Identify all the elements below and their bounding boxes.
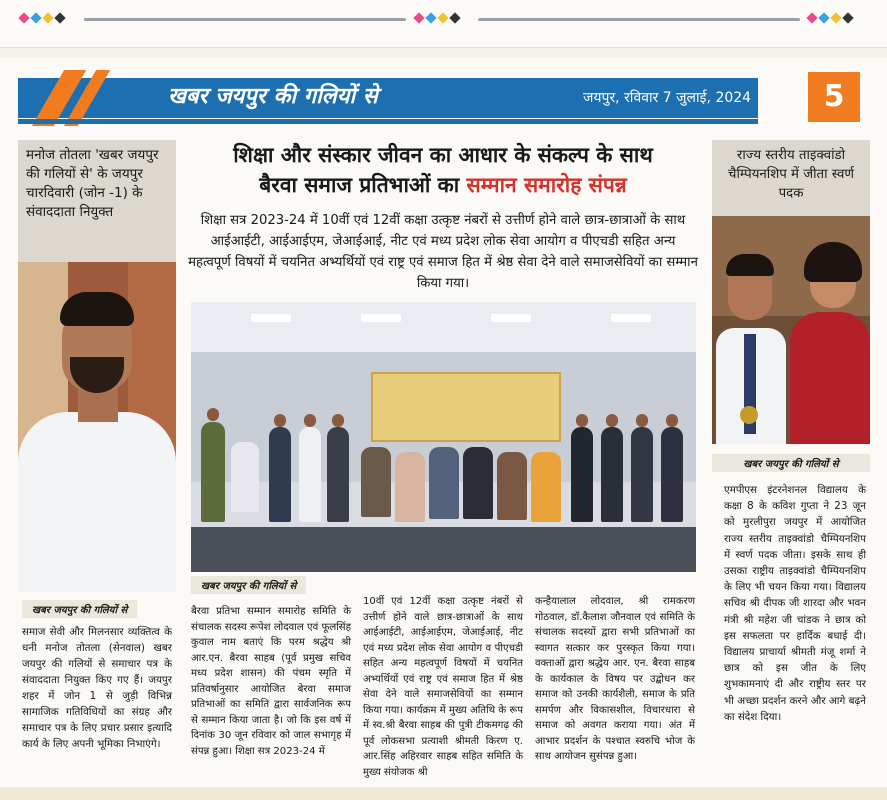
diamond-dots-icon xyxy=(20,14,64,22)
headline-line-1: शिक्षा और संस्कार जीवन का आधार के संकल्प के साथ xyxy=(233,143,653,167)
right-story xyxy=(712,140,870,727)
medal-winner-photo xyxy=(712,216,870,444)
diamond-dots-icon xyxy=(808,14,852,22)
previous-page-strip xyxy=(0,0,887,48)
reporter-photo xyxy=(18,262,176,592)
story-column-2: 10वीं एवं 12वीं कक्षा उत्कृष्ट नंबरों से उत्तीर्ण होने वाले छात्र-छात्राओं के साथ आईआईटी, आईआईएम, जेआईआई, नीट एवं मध्य प्रदेश लोक सेवा आयोग व पीएचडी सहित अन्य महत्वपूर्ण विषयों में चयनित अभ्यर्थियों एवं राष्ट्र एवं समाज हित में श्रेष्ठ सेवा देने वाले समाजसेवियों का सम्मान किया गया। कार्यक्रम में मुख्य अतिथि के रूप में स्व.श्री बैरवा साहब की पुत्री टीकमगढ़ की पूर्व लोकसभा प्रत्याशी श्रीमती किरण ए. आर.सिंह अहिरवार साहब सहित समिति के मुख्य संयोजक श्री xyxy=(363,596,523,778)
left-story xyxy=(18,140,176,754)
main-headline xyxy=(188,140,698,200)
story-column-3: कन्हैयालाल लोदवाल, श्री रामकरण गोठवाल, डॉ.कैलाश जौनवाल एवं समिति के संचालक सदस्यों द्वारा सभी प्रतिभाओं का स्वागत सत्कार कर पुरस्कृत किया गया। वक्ताओं द्वारा श्रद्धेय आर. एन. बैरवा साहब के कार्यकाल के विषय पर उद्बोधन कर समाज को उनकी कार्यशैली, समाज के प्रति समर्पण और विकासशील, विचारधारा से समाज को अवगत कराया गया। अंत में आभार प्रदर्शन के पश्चात स्वरुचि भोज के साथ आयोजन सुसंपन्न हुआ। xyxy=(535,596,695,762)
main-subhead: शिक्षा सत्र 2023-24 में 10वीं एवं 12वीं कक्षा उत्कृष्ट नंबरों से उत्तीर्ण होने वाले छात्र-छात्राओं के साथ आईआईटी, आईआईएम, जेआईआई, नीट एवं मध्य प्रदेश लोक सेवा आयोग व पीएचडी सहित अन्य महत्वपूर्ण विषयों में चयनित अभ्यर्थियों एवं राष्ट्र एवं समाज हित में श्रेष्ठ सेवा देने वाले समाजसेवियों का सम्मान किया गया। xyxy=(188,213,698,291)
right-story-body: एमपीएस इंटरनेशनल विद्यालय के कक्षा 8 के कविश गुप्ता ने 23 जून को मुरलीपुरा जयपुर में आयोजित राज्य स्तरीय ताइक्वांडो चैम्पियनशिप में स्वर्ण पदक जीता। इसके साथ ही उसका राष्ट्रीय ताइक्वांडो चैम्पियनशिप के लिए भी चयन किया गया। विद्यालय सचिव श्री दीपक जी शारदा और भवन मंत्री श्री महेश जी चांडक ने छात्र को इस सफलता पर हार्दिक बधाई दी। विद्यालय प्राचार्या श्रीमती मंजू शर्मा ने छात्र को इस जीत के लिए शुभकामनाएं दी और राष्ट्रीय स्तर पर भी अच्छा प्रदर्शन करने और आगे बढ़ने का संदेश दिया। xyxy=(724,484,866,723)
stage-banner xyxy=(371,372,561,442)
left-story-body: समाज सेवी और मिलनसार व्यक्तित्व के धनी मनोज तोतला (सेनवाल) खबर जयपुर की गलियों से समाचार पत्र के संवाददाता नियुक्त किए गए हैं। जयपुर शहर में जोन 1 से जुड़ी विभिन्न सामाजिक गतिविधियों का संग्रह और समाचार पत्र के लिए प्रचार प्रसार इत्यादि कार्य के लिए अपनी भूमिका निभाएंगे। xyxy=(22,626,172,750)
rule-line xyxy=(478,18,800,21)
ceremony-photo xyxy=(191,302,696,572)
main-story xyxy=(188,140,698,572)
masthead-underline xyxy=(18,119,758,124)
diamond-dots-icon xyxy=(415,14,459,22)
newspaper-page xyxy=(0,58,887,800)
source-tag: खबर जयपुर की गलियों से xyxy=(191,576,306,594)
headline-highlight: सम्मान समारोह संपन्न xyxy=(466,173,627,197)
gold-medal-icon xyxy=(740,406,758,424)
rule-line xyxy=(84,18,406,21)
story-column-1: बैरवा प्रतिभा सम्मान समारोह समिति के संचालक सदस्य रूपेश लोदवाल एवं फूलसिंह कुवाल नाम बताएं कि परम श्रद्धेय श्री आर.एन. बैरवा साहब (पूर्व प्रमुख सचिव मध्य प्रदेश शासन) की पंचम स्मृति में प्रतिवर्षानुसार आयोजित बेरवा समाज प्रतिभाओं का समिति द्वारा सार्वजनिक रूप से सम्मान किया जाता है। जो कि इस वर्ष में दिनांक 30 जून रविवार को जाल सभागृह में संपन्न हुआ। शिक्षा सत्र 2023-24 में xyxy=(191,606,351,757)
left-story-headline: मनोज तोतला 'खबर जयपुर की गलियों से' के जयपुर चारदिवारी (जोन -1) के संवाददाता नियुक्त xyxy=(18,140,176,262)
page-number: 5 xyxy=(808,72,860,122)
next-section-strip xyxy=(0,787,887,800)
right-story-headline: राज्य स्तरीय ताइक्वांडो चैम्पियनशिप में जीता स्वर्ण पदक xyxy=(712,140,870,216)
headline-line-2: बैरवा समाज प्रतिभाओं का सम्मान समारोह संपन्न xyxy=(259,173,627,197)
main-story-columns xyxy=(191,594,701,780)
source-tag: खबर जयपुर की गलियों से xyxy=(712,454,870,472)
source-tag: खबर जयपुर की गलियों से xyxy=(22,600,137,618)
masthead-date: जयपुर, रविवार 7 जुलाई, 2024 xyxy=(583,90,752,106)
masthead-title: खबर जयपुर की गलियों से xyxy=(168,84,378,109)
masthead xyxy=(18,70,868,126)
